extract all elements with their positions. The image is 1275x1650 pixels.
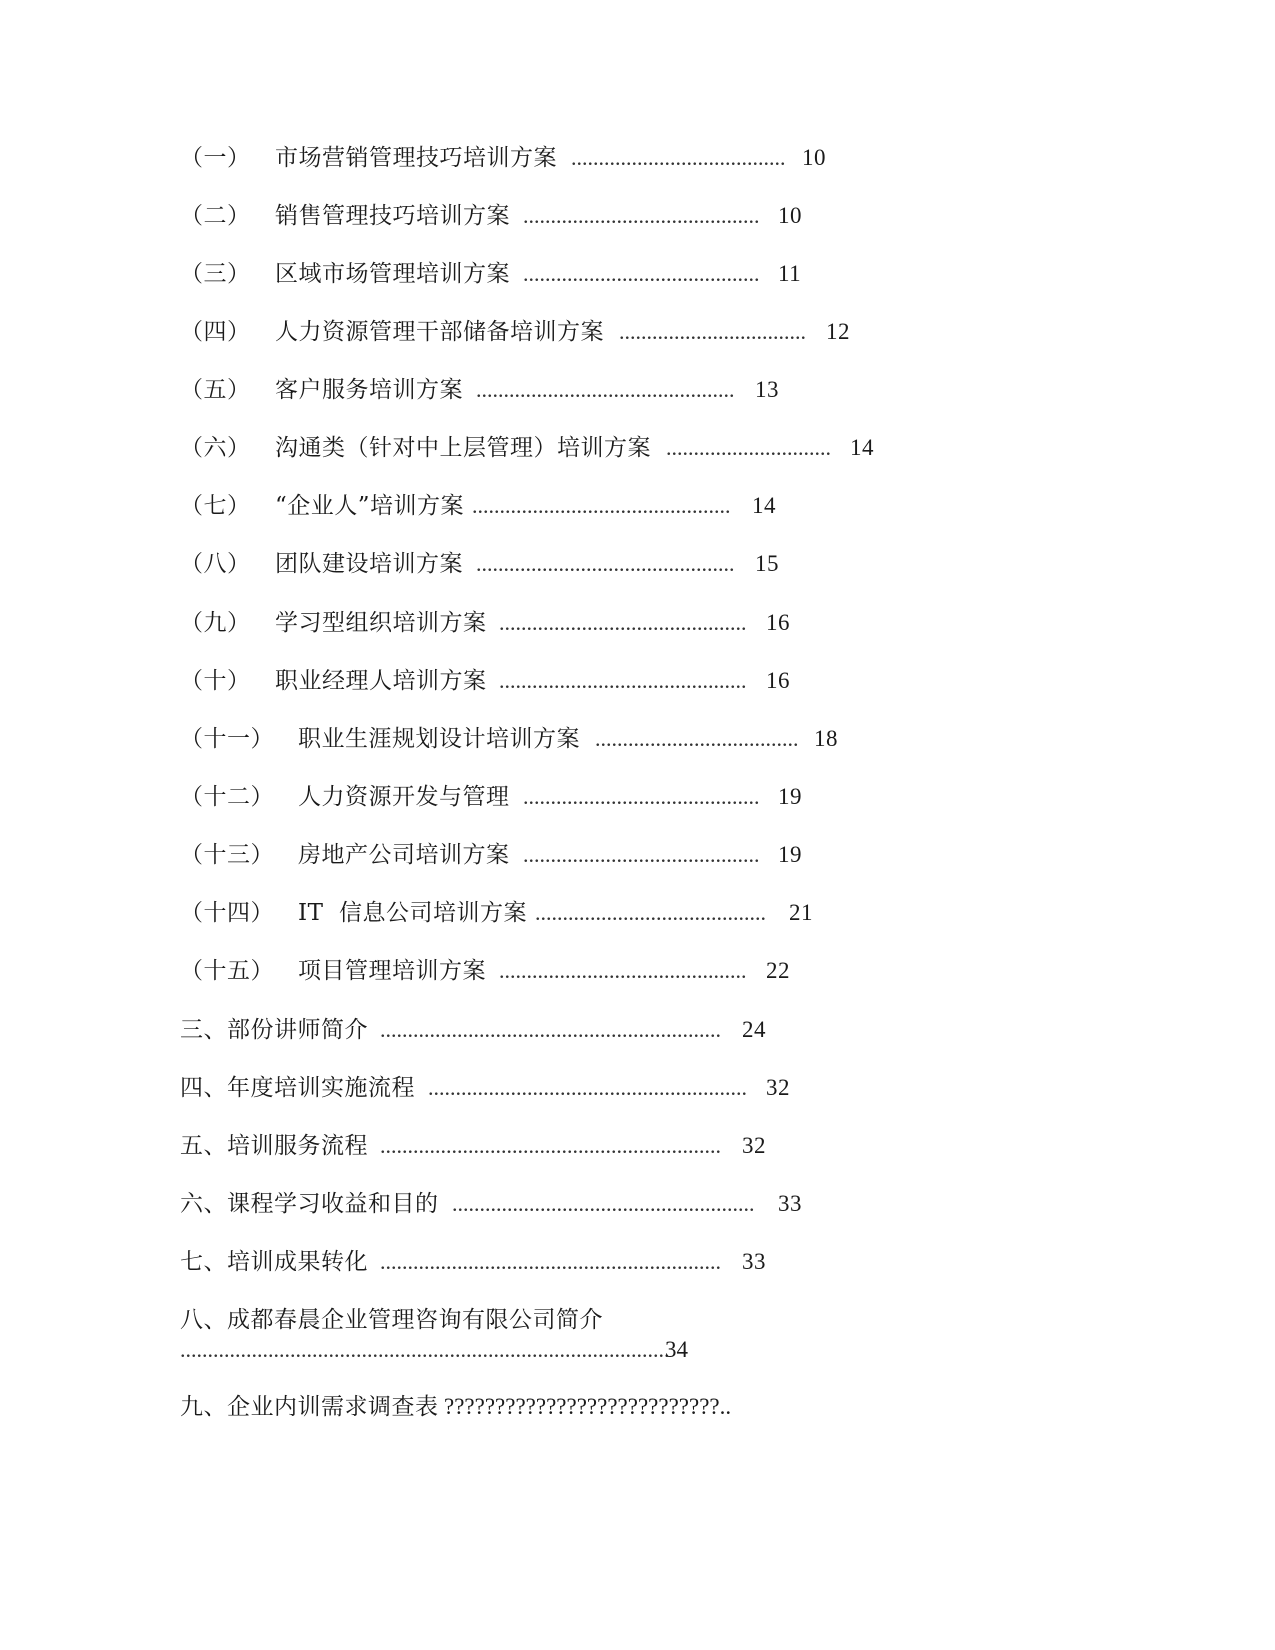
page-number: 24 [742, 1017, 766, 1042]
entry-number: （二） [180, 203, 251, 229]
entry-title: 项目管理培训方案 [298, 958, 486, 984]
entry-title: 区域市场管理培训方案 [275, 261, 510, 287]
page-number: 10 [802, 145, 826, 170]
entry-title: 八、成都春晨企业管理咨询有限公司简介 [180, 1307, 603, 1333]
page-number: 10 [778, 203, 802, 228]
page-number: 33 [778, 1191, 802, 1216]
page-number: 12 [826, 319, 850, 344]
entry-title: 人力资源开发与管理 [298, 784, 510, 810]
entry-title: 三、部份讲师简介 [180, 1017, 368, 1043]
entry-title: 客户服务培训方案 [275, 377, 463, 403]
page-number: 34 [665, 1337, 688, 1362]
dot-leader: .......................................... [535, 900, 766, 925]
entry-title: “企业人”培训方案 [275, 493, 465, 519]
entry-title: 沟通类（针对中上层管理）培训方案 [275, 435, 651, 461]
entry-title: 房地产公司培训方案 [298, 842, 510, 868]
page-number: 16 [766, 610, 790, 635]
page-number: 16 [766, 668, 790, 693]
entry-title: IT 信息公司培训方案 [298, 900, 528, 926]
page-number: 11 [778, 261, 802, 286]
page-number: 13 [755, 377, 779, 402]
dot-leader: ........................................... [523, 784, 760, 809]
entry-number: （六） [180, 435, 251, 461]
entry-number: （五） [180, 377, 251, 403]
page-number: 32 [742, 1133, 766, 1158]
entry-title: 七、培训成果转化 [180, 1249, 368, 1275]
unrendered-trailing-text: ???????????????????????????.. [444, 1394, 732, 1419]
dot-leader: ............................................... [476, 551, 735, 576]
entry-title: 六、课程学习收益和目的 [180, 1191, 439, 1217]
entry-number: （十一） [180, 726, 274, 752]
dot-leader: ............................................. [499, 610, 747, 635]
entry-title: 九、企业内训需求调查表 [180, 1394, 439, 1420]
entry-number: （三） [180, 261, 251, 287]
entry-number: （四） [180, 319, 251, 345]
dot-leader: .............................................................. [380, 1249, 721, 1274]
page-number: 19 [778, 784, 802, 809]
entry-title: 销售管理技巧培训方案 [275, 203, 510, 229]
dot-leader: ........................................... [523, 203, 760, 228]
dot-leader: ............................................. [499, 958, 747, 983]
dot-leader: ........................................... [523, 842, 760, 867]
entry-number: （一） [180, 145, 251, 171]
page-number: 15 [755, 551, 779, 576]
dot-leader: ....................................................... [452, 1191, 755, 1216]
page-number: 19 [778, 842, 802, 867]
page-number: 18 [814, 726, 838, 751]
page-number: 21 [789, 900, 813, 925]
dot-leader: ..................................... [595, 726, 799, 751]
page-number: 32 [766, 1075, 790, 1100]
page-number: 22 [766, 958, 790, 983]
entry-title: 人力资源管理干部储备培训方案 [275, 319, 604, 345]
entry-title: 团队建设培训方案 [275, 551, 463, 577]
entry-number: （八） [180, 551, 251, 577]
dot-leader: ............................................... [476, 377, 735, 402]
dot-leader: .............................. [666, 435, 831, 460]
dot-leader: .................................. [619, 319, 806, 344]
dot-leader: ............................................. [499, 668, 747, 693]
entry-number: （十三） [180, 842, 274, 868]
page-number: 14 [752, 493, 776, 518]
entry-number: （十） [180, 668, 251, 694]
entry-number: （七） [180, 493, 251, 519]
entry-number: （十四） [180, 900, 274, 926]
dot-leader: ........................................... [523, 261, 760, 286]
entry-title: 职业经理人培训方案 [275, 668, 487, 694]
entry-number: （九） [180, 610, 251, 636]
entry-title: 四、年度培训实施流程 [180, 1075, 415, 1101]
dot-leader: ......................................................................................... [180, 1337, 670, 1362]
entry-title: 学习型组织培训方案 [275, 610, 487, 636]
dot-leader: .............................................................. [380, 1017, 721, 1042]
entry-title: 市场营销管理技巧培训方案 [275, 145, 557, 171]
entry-number: （十二） [180, 784, 274, 810]
dot-leader: ............................................... [472, 493, 731, 518]
page-number: 33 [742, 1249, 766, 1274]
entry-title: 职业生涯规划设计培训方案 [298, 726, 580, 752]
dot-leader: .......................................................... [428, 1075, 747, 1100]
dot-leader: ....................................... [571, 145, 786, 170]
page-number: 14 [850, 435, 874, 460]
dot-leader: .............................................................. [380, 1133, 721, 1158]
entry-title: 五、培训服务流程 [180, 1133, 368, 1159]
entry-number: （十五） [180, 958, 274, 984]
